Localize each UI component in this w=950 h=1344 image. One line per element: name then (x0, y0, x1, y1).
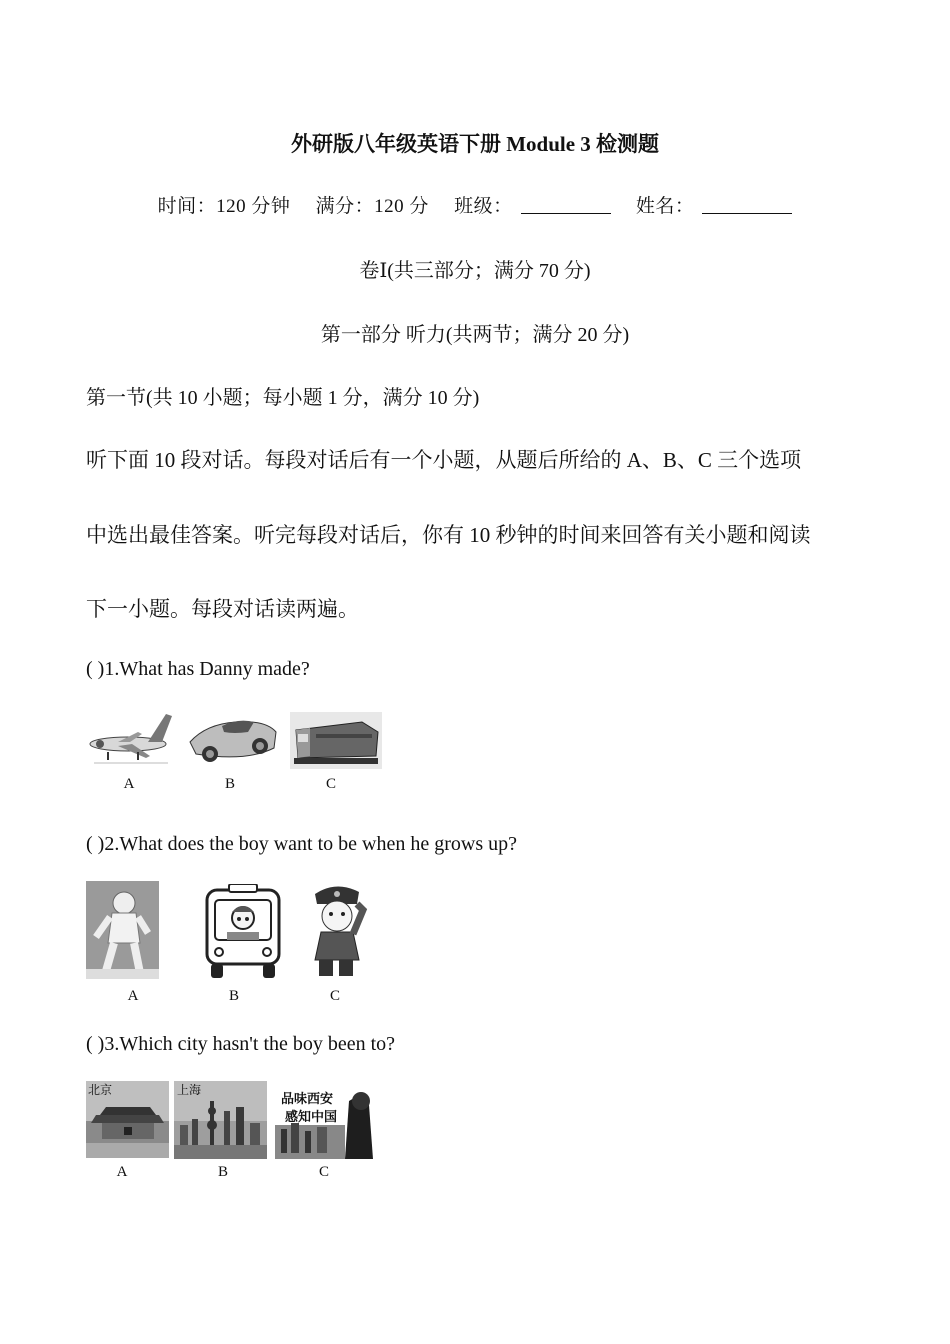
shanghai-image (174, 1081, 267, 1159)
beijing-image (86, 1081, 169, 1158)
option-label: C (329, 988, 340, 1004)
option-label: A (123, 776, 135, 792)
score-info: 满分：120 分 (315, 196, 429, 217)
class-label: 班级： (454, 196, 513, 217)
instruction-line: 中选出最佳答案。听完每段对话后，你有 10 秒钟的时间来回答有关小题和阅读 (86, 523, 811, 547)
option-label: C (318, 1164, 329, 1180)
part-heading: 第一部分 听力(共两节；满分 20 分) (320, 324, 630, 346)
image-caption: 感知中国 (285, 1110, 338, 1125)
airplane-image (88, 708, 174, 768)
option-label: B (228, 988, 239, 1004)
train-image (290, 712, 382, 769)
option-label: A (127, 988, 139, 1004)
sports-car-image (186, 708, 280, 768)
police-officer-image (303, 880, 369, 980)
question-3: ( )3.Which city hasn't the boy been to? (86, 1033, 396, 1055)
volume-heading: 卷Ⅰ(共三部分；满分 70 分) (359, 260, 591, 282)
time-info: 时间：120 分钟 (157, 196, 291, 217)
section-heading: 第一节(共 10 小题；每小题 1 分，满分 10 分) (86, 387, 480, 409)
class-field[interactable] (521, 195, 611, 214)
option-label: A (116, 1164, 128, 1180)
option-label: B (224, 776, 235, 792)
xian-image (275, 1081, 381, 1159)
image-caption: 北京 (88, 1083, 113, 1097)
image-caption: 上海 (177, 1083, 202, 1097)
name-field[interactable] (702, 195, 792, 214)
instruction-line: 下一小题。每段对话读两遍。 (86, 597, 359, 621)
image-caption: 品味西安 (281, 1092, 334, 1107)
exam-title: 外研版八年级英语下册 Module 3 检测题 (290, 132, 660, 156)
question-1: ( )1.What has Danny made? (86, 658, 310, 680)
name-label: 姓名： (635, 196, 695, 217)
instruction-line: 听下面 10 段对话。每段对话后有一个小题，从题后所给的 A、B、C 三个选项 (86, 448, 802, 472)
option-label: C (325, 776, 336, 792)
astronaut-image (86, 881, 159, 979)
bus-driver-image (203, 884, 283, 980)
exam-meta (0, 191, 950, 218)
question-2: ( )2.What does the boy want to be when he grows up? (86, 833, 517, 855)
option-label: B (217, 1164, 228, 1180)
